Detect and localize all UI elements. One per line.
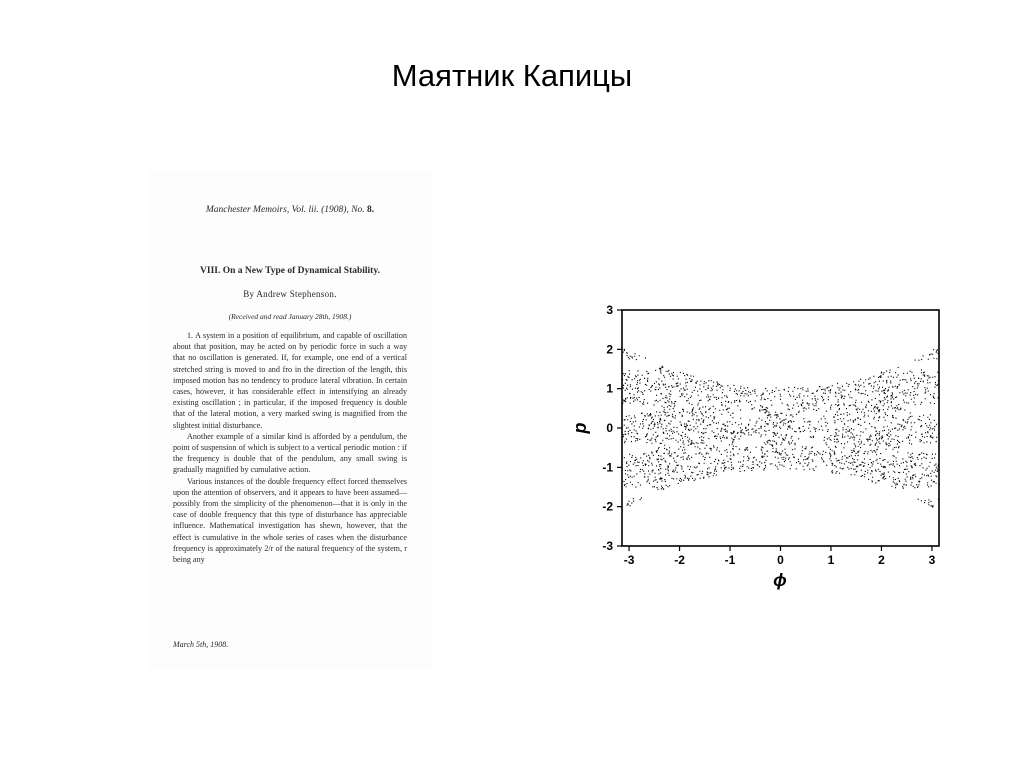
article-author: By Andrew Stephenson. <box>243 289 337 299</box>
y-tick-label: -3 <box>602 539 613 553</box>
y-tick-label: 3 <box>606 303 613 317</box>
x-tick-label: -1 <box>724 553 736 567</box>
x-tick-label: 0 <box>777 553 784 567</box>
y-axis-label: p <box>570 422 590 434</box>
article-title: VIII. On a New Type of Dynamical Stability. <box>200 266 380 276</box>
y-tick-label: 2 <box>606 342 613 357</box>
x-tick-label: 2 <box>878 553 885 567</box>
journal-number: 8. <box>367 205 375 215</box>
scatter-point-cloud <box>622 349 940 508</box>
article-received: (Received and read January 28th, 1908.) <box>228 312 352 321</box>
x-tick-label: -2 <box>674 553 685 567</box>
x-tick-label: -3 <box>623 553 635 567</box>
article-paragraph: Another example of a similar kind is afforded by a pendulum, the point of suspension of which is subject to a vertical periodic motion : if the frequency is double that of the pendulum, any small swing is gradually magnified by cumulative action. <box>173 431 407 475</box>
scatter-points <box>622 349 940 508</box>
article-body <box>173 330 407 565</box>
journal-name: Manchester Memoirs, Vol. lii. (1908), No. <box>205 205 365 215</box>
y-tick-label: 1 <box>606 381 613 396</box>
article-date: March 5th, 1908. <box>173 640 229 649</box>
slide-title: Маятник Капицы <box>391 58 633 93</box>
y-tick-label: 0 <box>606 421 613 435</box>
phase-plot <box>566 298 966 598</box>
journal-reference <box>148 205 432 215</box>
axis-ticks <box>602 303 935 567</box>
paper-scan <box>148 170 432 670</box>
y-tick-label: -2 <box>602 499 613 514</box>
y-tick-label: -1 <box>602 460 613 475</box>
article-paragraph: Various instances of the double frequency effect forced themselves upon the attention of observers, and it appears to have been assumed—possibly from the simplicity of the phenomenon—that it is only in the case of double frequency that this type of disturbance has appreciable influence. Mathematical investigation has shewn, however, that the effect is cumulative in the whole series of cases when the disturbance frequency is approximately 2/r of the natural frequency of the system, r being any <box>173 476 407 565</box>
x-axis-label: ϕ <box>773 570 787 590</box>
x-tick-label: 1 <box>827 553 835 567</box>
article-paragraph: 1. A system in a position of equilibrium, and capable of oscillation about that position, may be acted on by periodic force in such a way that no oscillation is generated. If, for example, one end of a vertical stretched string is moved to and fro in the direction of the length, this imposed motion has no tendency to produce lateral vibration. In certain cases, however, it has considerable effect in intensifying an already existing oscillation ; in particular, if the imposed frequency is double that of the lateral motion, a very marked swing is magnified from the slightest initial disturbance. <box>173 331 407 430</box>
x-tick-label: 3 <box>928 553 936 567</box>
phase-plot-svg <box>566 298 966 598</box>
